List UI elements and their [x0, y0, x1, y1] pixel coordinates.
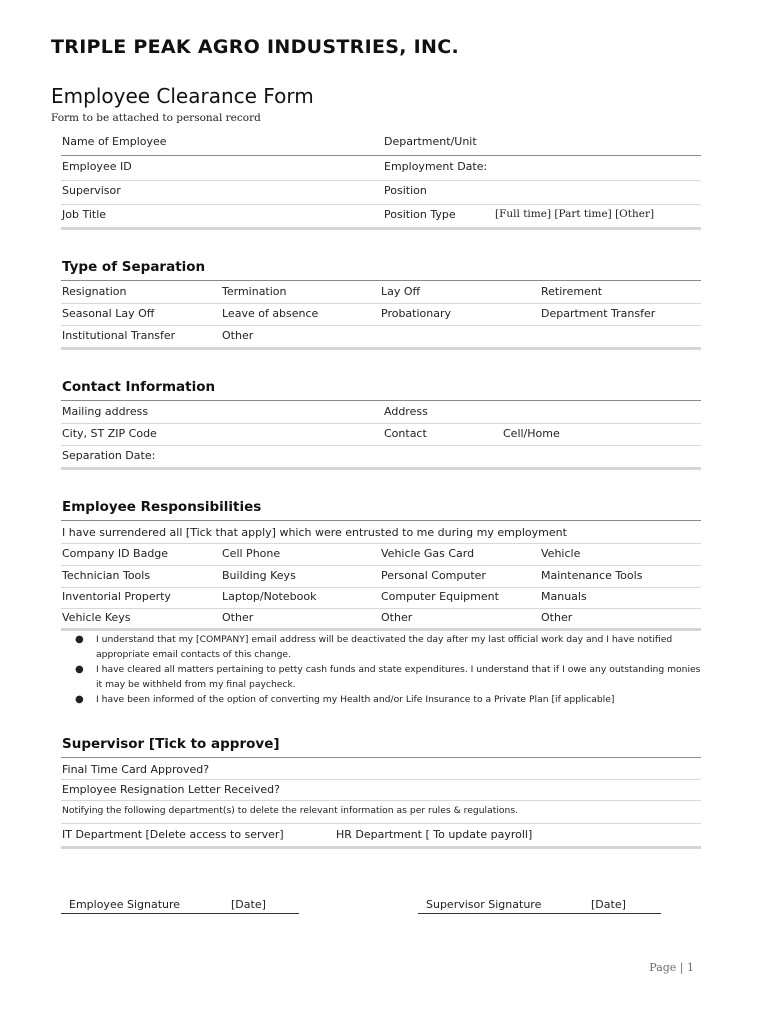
supervisor-signature-label: Supervisor Signature: [426, 898, 542, 911]
resignation-letter-received[interactable]: Employee Resignation Letter Received?: [62, 783, 280, 796]
acknowledgement-item: [62, 633, 702, 662]
separation-option[interactable]: Institutional Transfer: [62, 329, 176, 342]
supervisor-heading: Supervisor [Tick to approve]: [62, 736, 280, 752]
divider: [61, 204, 701, 205]
it-department-option[interactable]: IT Department [Delete access to server]: [62, 828, 284, 841]
divider: [61, 823, 701, 824]
position-type-label: Position Type: [384, 208, 456, 221]
responsibility-item[interactable]: Technician Tools: [62, 569, 151, 582]
company-name: TRIPLE PEAK AGRO INDUSTRIES, INC.: [51, 36, 459, 58]
separation-option[interactable]: Termination: [222, 285, 287, 298]
separation-heading: Type of Separation: [62, 259, 206, 275]
supervisor-label: Supervisor: [62, 184, 121, 197]
divider: [61, 303, 701, 304]
divider: [61, 400, 701, 401]
bullet-icon: ●: [75, 694, 84, 705]
divider: [61, 779, 701, 780]
separation-option[interactable]: Retirement: [541, 285, 603, 298]
responsibilities-heading: Employee Responsibilities: [62, 499, 262, 515]
employee-date-label: [Date]: [231, 898, 266, 911]
acknowledgement-text: I have been informed of the option of converting my Health and/or Life Insurance to a Private Plan [if applicable]: [96, 694, 615, 705]
name-of-employee-label: Name of Employee: [62, 135, 167, 148]
employment-date-label: Employment Date:: [384, 160, 488, 173]
divider: [61, 445, 701, 446]
divider: [61, 325, 701, 326]
employee-id-label: Employee ID: [62, 160, 132, 173]
acknowledgement-text: I have cleared all matters pertaining to petty cash funds and state expenditures. I understand that if I owe any outstanding monies it may be withheld from my final paycheck.: [96, 664, 701, 690]
contact-heading: Contact Information: [62, 379, 216, 395]
responsibility-item[interactable]: Other: [541, 611, 573, 624]
separation-option[interactable]: Seasonal Lay Off: [62, 307, 155, 320]
divider: [61, 565, 701, 566]
acknowledgement-list: [62, 633, 702, 709]
divider: [61, 800, 701, 801]
divider: [61, 280, 701, 281]
acknowledgement-item: [62, 663, 702, 692]
responsibility-item[interactable]: Other: [381, 611, 413, 624]
bullet-icon: ●: [75, 634, 84, 645]
divider: [61, 423, 701, 424]
bullet-icon: ●: [75, 664, 84, 675]
page-number: Page | 1: [649, 961, 694, 974]
hr-department-option[interactable]: HR Department [ To update payroll]: [336, 828, 533, 841]
responsibility-item[interactable]: Inventorial Property: [62, 590, 171, 603]
responsibility-item[interactable]: Other: [222, 611, 254, 624]
responsibility-item[interactable]: Building Keys: [222, 569, 296, 582]
employee-signature-label: Employee Signature: [69, 898, 181, 911]
separation-option[interactable]: Lay Off: [381, 285, 421, 298]
divider: [61, 608, 701, 609]
responsibility-item[interactable]: Cell Phone: [222, 547, 281, 560]
cell-home-label: Cell/Home: [503, 427, 560, 440]
contact-label: Contact: [384, 427, 427, 440]
form-subtitle: Form to be attached to personal record: [51, 112, 261, 124]
responsibility-item[interactable]: Computer Equipment: [381, 590, 499, 603]
section-end-rule: [61, 347, 701, 350]
address-label: Address: [384, 405, 428, 418]
responsibility-item[interactable]: Vehicle Gas Card: [381, 547, 475, 560]
separation-option[interactable]: Department Transfer: [541, 307, 656, 320]
separation-date-label: Separation Date:: [62, 449, 156, 462]
acknowledgement-text: I understand that my [COMPANY] email address will be deactivated the day after my last official work day and I have notified appropriate email contacts of this change.: [96, 634, 673, 660]
divider: [61, 757, 701, 758]
separation-option[interactable]: Other: [222, 329, 254, 342]
separation-option[interactable]: Probationary: [381, 307, 452, 320]
separation-option[interactable]: Resignation: [62, 285, 127, 298]
form-title: Employee Clearance Form: [51, 84, 314, 108]
section-end-rule: [61, 467, 701, 470]
divider: [61, 520, 701, 521]
position-type-options[interactable]: [Full time] [Part time] [Other]: [495, 208, 655, 220]
responsibility-item[interactable]: Vehicle: [541, 547, 581, 560]
city-state-zip-label: City, ST ZIP Code: [62, 427, 157, 440]
responsibility-item[interactable]: Vehicle Keys: [62, 611, 131, 624]
responsibility-item[interactable]: Maintenance Tools: [541, 569, 643, 582]
separation-option[interactable]: Leave of absence: [222, 307, 319, 320]
employee-signature-line[interactable]: [61, 913, 299, 914]
section-end-rule: [61, 846, 701, 849]
supervisor-date-label: [Date]: [591, 898, 626, 911]
acknowledgement-item: [62, 693, 702, 708]
department-label: Department/Unit: [384, 135, 477, 148]
supervisor-signature-line[interactable]: [418, 913, 661, 914]
section-end-rule: [61, 628, 701, 631]
divider: [61, 180, 701, 181]
responsibilities-intro: I have surrendered all [Tick that apply] which were entrusted to me during my employment: [62, 526, 567, 539]
responsibility-item[interactable]: Company ID Badge: [62, 547, 169, 560]
divider: [61, 155, 701, 156]
responsibility-item[interactable]: Personal Computer: [381, 569, 486, 582]
mailing-address-label: Mailing address: [62, 405, 149, 418]
divider: [61, 543, 701, 544]
job-title-label: Job Title: [62, 208, 107, 221]
responsibility-item[interactable]: Laptop/Notebook: [222, 590, 317, 603]
position-label: Position: [384, 184, 427, 197]
responsibility-item[interactable]: Manuals: [541, 590, 587, 603]
notify-departments-text: Notifying the following department(s) to delete the relevant information as per rules & regulations.: [62, 805, 519, 816]
time-card-approval[interactable]: Final Time Card Approved?: [62, 763, 210, 776]
section-end-rule: [61, 227, 701, 230]
divider: [61, 587, 701, 588]
